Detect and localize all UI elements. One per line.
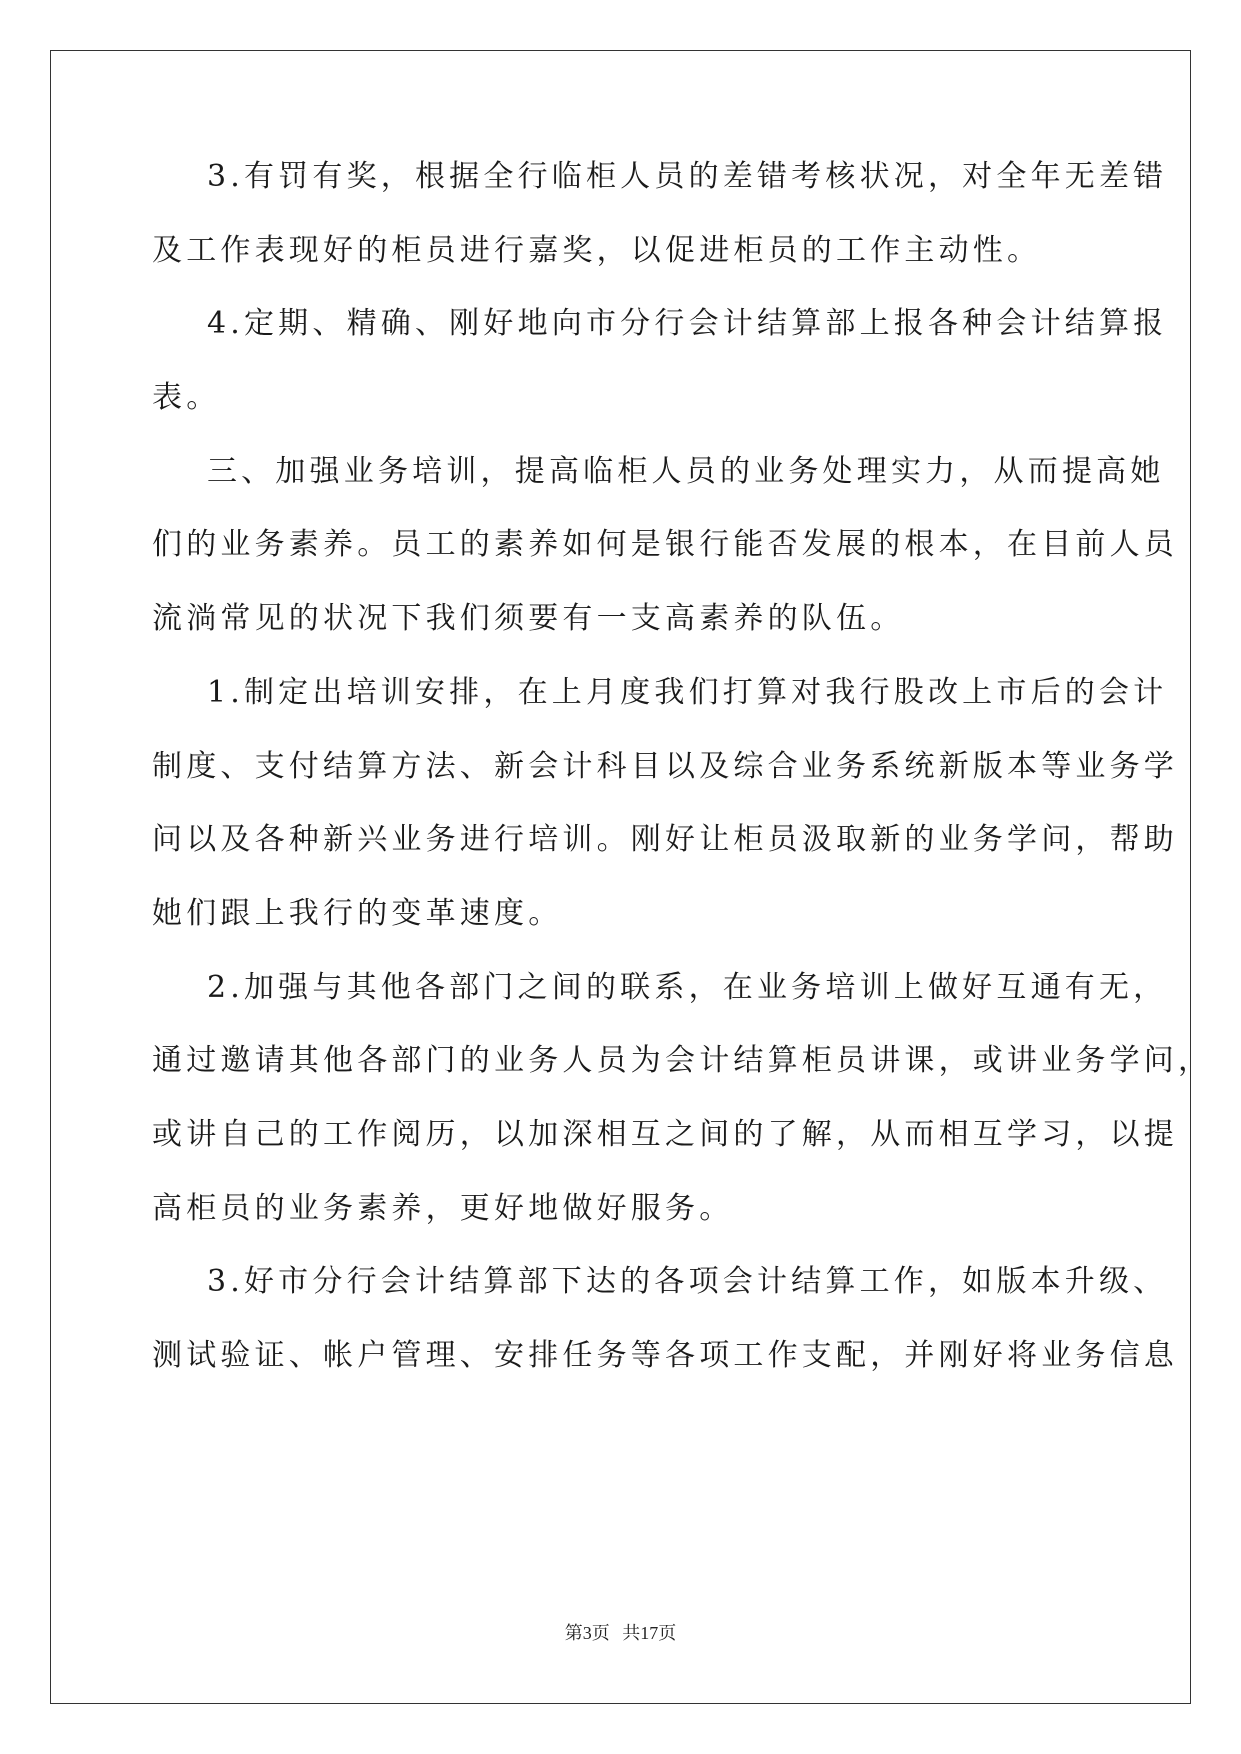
body-line: 高柜员的业务素养，更好地做好服务。 — [152, 1190, 734, 1226]
body-line: 1.制定出培训安排，在上月度我们打算对我行股改上市后的会计 — [152, 674, 1168, 710]
body-line: 测试验证、帐户管理、安排任务等各项工作支配，并刚好将业务信息 — [152, 1338, 1178, 1373]
body-line: 三、加强业务培训，提高临柜人员的业务处理实力，从而提高她 — [152, 453, 1165, 489]
page-footer — [0, 1623, 1241, 1643]
body-line: 或讲自己的工作阅历，以加深相互之间的了解，从而相互学习，以提 — [152, 1116, 1178, 1152]
body-line: 及工作表现好的柜员进行嘉奖，以促进柜员的工作主动性。 — [152, 232, 1042, 268]
body-line: 问以及各种新兴业务进行培训。刚好让柜员汲取新的业务学问，帮助 — [152, 822, 1178, 858]
body-line: 4.定期、精确、刚好地向市分行会计结算部上报各种会计结算报 — [152, 306, 1168, 342]
body-line: 流淌常见的状况下我们须要有一支高素养的队伍。 — [152, 601, 905, 637]
body-line: 3.有罚有奖，根据全行临柜人员的差错考核状况，对全年无差错 — [152, 159, 1168, 194]
body-line: 制度、支付结算方法、新会计科目以及综合业务系统新版本等业务学 — [152, 748, 1178, 784]
body-line: 她们跟上我行的变革速度。 — [152, 895, 563, 931]
body-line: 们的业务素养。员工的素养如何是银行能否发展的根本，在目前人员 — [152, 527, 1178, 563]
document-body — [152, 159, 1213, 1415]
body-line: 2.加强与其他各部门之间的联系，在业务培训上做好互通有无， — [152, 969, 1168, 1005]
page-number: 第3页 — [564, 1623, 610, 1643]
body-line: 通过邀请其他各部门的业务人员为会计结算柜员讲课，或讲业务学问， — [152, 1043, 1213, 1079]
total-pages: 共17页 — [622, 1623, 677, 1643]
body-line: 3.好市分行会计结算部下达的各项会计结算工作，如版本升级、 — [152, 1264, 1168, 1300]
body-line: 表。 — [152, 380, 221, 416]
